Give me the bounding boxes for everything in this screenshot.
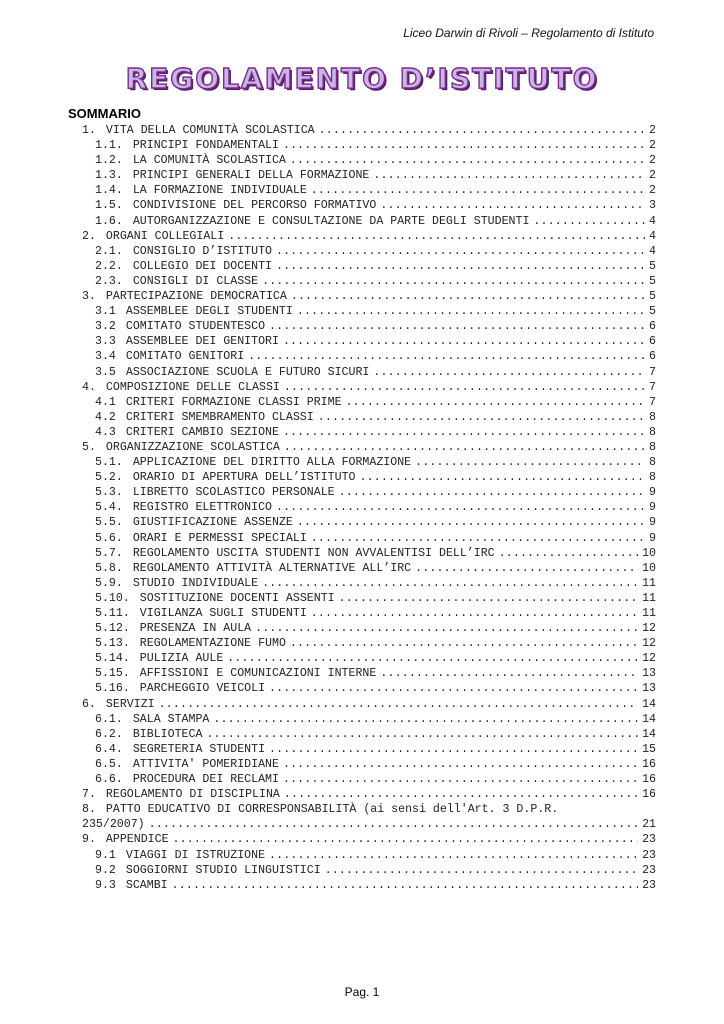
toc-entry-title: CRITERI CAMBIO SEZIONE [125, 425, 279, 439]
toc-entry-page: 14 [642, 712, 656, 726]
toc-entry-continuation[interactable] [82, 817, 656, 832]
toc-entry-page: 7 [649, 395, 656, 409]
toc-entry-number: 6.4. [95, 742, 123, 756]
toc-leader-dots [284, 380, 645, 395]
toc-entry-number: 3.5 [95, 365, 116, 379]
toc-leader-dots [149, 817, 638, 832]
toc-entry-page: 4 [649, 229, 656, 243]
toc-entry-number: 1.1. [95, 139, 123, 153]
toc-entry-page: 8 [649, 425, 656, 439]
toc-entry[interactable] [82, 259, 656, 274]
toc-leader-dots [262, 576, 638, 591]
toc-entry[interactable] [82, 365, 656, 380]
toc-entry-page: 2 [649, 139, 656, 153]
toc-leader-dots [255, 621, 638, 636]
toc-entry-title: CONSIGLIO D’ISTITUTO [132, 244, 272, 258]
toc-entry-title: LA COMUNITÀ SCOLASTICA [132, 154, 286, 168]
toc-leader-dots [297, 515, 645, 530]
toc-entry-title: ASSOCIAZIONE SCUOLA E FUTURO SICURI [125, 365, 370, 379]
toc-entry-number: 5.13. [95, 637, 130, 651]
toc-leader-dots [283, 757, 638, 772]
toc-entry-page: 2 [649, 124, 656, 137]
toc-entry-title: AUTORGANIZZAZIONE E CONSULTAZIONE DA PARTE DEGLI STUDENTI [132, 214, 530, 228]
toc-entry[interactable] [82, 153, 656, 168]
toc-entry[interactable] [82, 168, 656, 183]
toc-entry-title: COMPOSIZIONE DELLE CLASSI [105, 380, 280, 394]
toc-entry[interactable] [82, 349, 656, 364]
toc-entry-page: 3 [649, 199, 656, 213]
toc-entry[interactable] [82, 787, 656, 802]
toc-entry[interactable] [82, 546, 656, 561]
page-number-footer: Pag. 1 [344, 985, 380, 999]
toc-entry[interactable] [82, 138, 656, 153]
toc-entry[interactable] [82, 229, 656, 244]
toc-entry-page: 5 [649, 274, 656, 288]
toc-entry[interactable] [82, 742, 656, 757]
toc-entry-page: 5 [649, 305, 656, 319]
toc-entry[interactable] [82, 681, 656, 696]
toc-entry[interactable] [82, 123, 656, 138]
toc-entry-number: 5.6. [95, 531, 123, 545]
toc-entry-title: ATTIVITA' POMERIDIANE [132, 757, 279, 771]
toc-entry-number: 5.8. [95, 561, 123, 575]
toc-leader-dots [269, 681, 638, 696]
toc-entry-title: REGOLAMENTAZIONE FUMO [139, 637, 286, 651]
toc-entry-title: COMITATO STUDENTESCO [125, 320, 266, 334]
toc-entry-number: 8. [82, 803, 96, 817]
toc-leader-dots [173, 832, 639, 847]
toc-entry-number: 4. [82, 380, 96, 394]
toc-entry[interactable] [82, 772, 656, 787]
toc-entry-number: 7. [82, 788, 96, 802]
toc-leader-dots [311, 606, 638, 621]
toc-leader-dots [269, 319, 645, 334]
toc-entry[interactable] [82, 697, 656, 712]
toc-entry[interactable] [82, 878, 656, 893]
toc-entry-title: ORARIO DI APERTURA DELL’ISTITUTO [132, 471, 356, 485]
toc-entry-page: 2 [649, 169, 656, 183]
toc-entry-title: SOSTITUZIONE DOCENTI ASSENTI [139, 591, 335, 605]
toc-entry-number: 1. [82, 124, 96, 137]
toc-entry-title: SALA STAMPA [132, 712, 210, 726]
toc-leader-dots [228, 229, 645, 244]
toc-entry-number: 1.2. [95, 154, 123, 168]
toc-entry-title: PARCHEGGIO VEICOLI [139, 682, 266, 696]
toc-entry-title: CRITERI SMEMBRAMENTO CLASSI [125, 410, 314, 424]
toc-heading: SOMMARIO [68, 106, 141, 121]
toc-entry-page: 16 [642, 757, 656, 771]
toc-entry[interactable] [82, 636, 656, 651]
toc-entry-number: 2.1. [95, 244, 123, 258]
toc-entry-title: REGISTRO ELETTRONICO [132, 501, 272, 515]
toc-entry[interactable] [82, 561, 656, 576]
toc-entry[interactable] [82, 500, 656, 515]
toc-entry-number: 9.1 [95, 848, 116, 862]
running-header: Liceo Darwin di Rivoli – Regolamento di Istituto [403, 26, 654, 40]
toc-entry-number: 3.4 [95, 350, 116, 364]
toc-leader-dots [290, 636, 638, 651]
toc-entry-title: LIBRETTO SCOLASTICO PERSONALE [132, 486, 335, 500]
toc-leader-dots [339, 591, 638, 606]
toc-entry-page: 16 [642, 788, 656, 802]
toc-entry-title: APPENDICE [105, 833, 169, 847]
toc-leader-dots [283, 138, 645, 153]
toc-entry-page: 6 [649, 320, 656, 334]
toc-entry-number: 4.3 [95, 425, 116, 439]
toc-entry-title: CONDIVISIONE DEL PERCORSO FORMATIVO [132, 199, 377, 213]
toc-entry[interactable] [82, 470, 656, 485]
toc-entry-title: ASSEMBLEE DEGLI STUDENTI [125, 305, 293, 319]
toc-entry-title: REGOLAMENTO DI DISCIPLINA [105, 788, 280, 802]
toc-entry-page: 6 [649, 350, 656, 364]
toc-leader-dots [262, 274, 645, 289]
toc-entry-number: 1.3. [95, 169, 123, 183]
toc-entry-title: ORGANIZZAZIONE SCOLASTICA [105, 440, 280, 454]
toc-entry-number: 1.5. [95, 199, 123, 213]
toc-entry-page: 8 [649, 410, 656, 424]
toc-leader-dots [283, 334, 645, 349]
toc-leader-dots [283, 425, 645, 440]
toc-entry-title: PROCEDURA DEI RECLAMI [132, 773, 279, 787]
toc-leader-dots [291, 289, 645, 304]
toc-entry-title: ORARI E PERMESSI SPECIALI [132, 531, 307, 545]
toc-entry-page: 23 [642, 878, 656, 892]
toc-entry-number: 5.10. [95, 591, 130, 605]
toc-entry[interactable] [82, 606, 656, 621]
toc-entry-number: 3.1 [95, 305, 116, 319]
toc-leader-dots [318, 410, 645, 425]
toc-entry-title-continuation: 235/2007) [82, 818, 145, 832]
toc-entry-page: 8 [649, 471, 656, 485]
toc-entry-title: SEGRETERIA STUDENTI [132, 742, 266, 756]
toc-entry-title: COLLEGIO DEI DOCENTI [132, 259, 272, 273]
toc-entry[interactable] [82, 848, 656, 863]
toc-entry-page: 23 [642, 863, 656, 877]
toc-entry-page: 10 [642, 561, 656, 575]
toc-entry-number: 2.2. [95, 259, 123, 273]
toc-entry-page: 9 [649, 531, 656, 545]
toc-entry-page: 11 [642, 591, 656, 605]
toc-entry-number: 3. [82, 290, 96, 304]
toc-entry[interactable] [82, 863, 656, 878]
toc-entry[interactable] [82, 531, 656, 546]
toc-leader-dots [311, 183, 645, 198]
toc-leader-dots [284, 440, 645, 455]
toc-entry-page: 9 [649, 501, 656, 515]
toc-entry[interactable] [82, 651, 656, 666]
toc-entry-page: 12 [642, 637, 656, 651]
toc-leader-dots [415, 561, 638, 576]
toc-leader-dots [311, 531, 645, 546]
toc-entry-page: 21 [642, 818, 656, 832]
toc-entry-number: 9.2 [95, 863, 116, 877]
toc-entry-number: 1.4. [95, 184, 123, 198]
toc-entry-number: 5.3. [95, 486, 123, 500]
toc-entry[interactable] [82, 802, 656, 817]
toc-entry[interactable] [82, 757, 656, 772]
toc-entry-number: 5.7. [95, 546, 123, 560]
toc-leader-dots [325, 863, 638, 878]
toc-entry-number: 2. [82, 229, 96, 243]
toc-leader-dots [380, 198, 645, 213]
toc-entry-page: 14 [642, 727, 656, 741]
toc-entry[interactable] [82, 425, 656, 440]
toc-leader-dots [346, 395, 645, 410]
toc-entry-page: 14 [642, 697, 656, 711]
toc-entry[interactable] [82, 289, 656, 304]
toc-entry-title: LA FORMAZIONE INDIVIDUALE [132, 184, 307, 198]
toc-entry[interactable] [82, 319, 656, 334]
toc-entry-number: 9.3 [95, 878, 116, 892]
toc-entry-number: 5.11. [95, 607, 130, 620]
toc-leader-dots [206, 727, 638, 742]
toc-leader-dots [380, 666, 638, 681]
toc-entry[interactable] [82, 183, 656, 198]
toc-entry-number: 9. [82, 833, 96, 847]
toc-entry-title: COMITATO GENITORI [125, 350, 245, 364]
toc-entry-title: PARTECIPAZIONE DEMOCRATICA [105, 290, 287, 304]
toc-entry-page: 8 [649, 456, 656, 470]
toc-entry-page: 7 [649, 380, 656, 394]
toc-entry-title: GIUSTIFICAZIONE ASSENZE [132, 516, 293, 530]
toc-entry[interactable] [82, 334, 656, 349]
toc-entry-number: 5.1. [95, 456, 123, 470]
toc-entry-number: 5.16. [95, 682, 130, 696]
toc-entry-page: 12 [642, 652, 656, 666]
toc-leader-dots [499, 546, 638, 561]
toc-entry[interactable] [82, 274, 656, 289]
toc-entry-title: ORGANI COLLEGIALI [105, 229, 225, 243]
toc-entry-number: 4.1 [95, 395, 116, 409]
toc-leader-dots [172, 878, 638, 893]
toc-leader-dots [213, 712, 638, 727]
toc-entry-page: 11 [642, 576, 656, 590]
toc-entry-number: 5.9. [95, 576, 123, 590]
toc-leader-dots [283, 772, 638, 787]
toc-entry-number: 5.12. [95, 622, 130, 636]
toc-entry-number: 5.5. [95, 516, 123, 530]
toc-entry-page: 7 [649, 365, 656, 379]
table-of-contents [82, 123, 656, 893]
toc-entry-number: 6.2. [95, 727, 123, 741]
toc-entry[interactable] [82, 576, 656, 591]
toc-entry[interactable] [82, 591, 656, 606]
toc-entry-page: 13 [642, 682, 656, 696]
toc-entry-page: 12 [642, 622, 656, 636]
toc-entry-title: PRINCIPI GENERALI DELLA FORMAZIONE [132, 169, 370, 183]
toc-entry-title: SOGGIORNI STUDIO LINGUISTICI [125, 863, 321, 877]
toc-entry[interactable] [82, 621, 656, 636]
toc-entry-page: 8 [649, 440, 656, 454]
toc-leader-dots [297, 304, 645, 319]
toc-entry[interactable] [82, 832, 656, 847]
toc-entry-title: REGOLAMENTO USCITA STUDENTI NON AVVALENTISI DELL’IRC [132, 546, 495, 560]
toc-entry-page: 11 [642, 607, 656, 620]
toc-entry-title: PRINCIPI FONDAMENTALI [132, 139, 279, 153]
toc-entry[interactable] [82, 515, 656, 530]
toc-entry[interactable] [82, 198, 656, 213]
toc-entry[interactable] [82, 666, 656, 681]
toc-entry-title: PATTO EDUCATIVO DI CORRESPONSABILITÀ (ai sensi dell'Art. 3 D.P.R. [105, 803, 559, 817]
toc-entry-page: 10 [642, 546, 656, 560]
toc-leader-dots [248, 349, 645, 364]
toc-entry-page: 4 [649, 214, 656, 228]
toc-entry-title: VIGILANZA SUGLI STUDENTI [139, 607, 307, 620]
toc-leader-dots [159, 697, 638, 712]
toc-entry-title: AFFISSIONI E COMUNICAZIONI INTERNE [139, 667, 377, 681]
toc-entry-title: PRESENZA IN AULA [139, 622, 252, 636]
toc-leader-dots [533, 214, 645, 229]
toc-entry-title: VIAGGI DI ISTRUZIONE [125, 848, 266, 862]
toc-leader-dots [290, 153, 645, 168]
toc-entry-title: REGOLAMENTO ATTIVITÀ ALTERNATIVE ALL’IRC [132, 561, 412, 575]
toc-entry-number: 5.15. [95, 667, 130, 681]
toc-entry-number: 6.5. [95, 757, 123, 771]
toc-entry-number: 6. [82, 697, 96, 711]
toc-entry-number: 1.6. [95, 214, 123, 228]
toc-entry[interactable] [82, 455, 656, 470]
toc-entry-number: 3.2 [95, 320, 116, 334]
toc-leader-dots [284, 787, 638, 802]
toc-leader-dots [276, 259, 645, 274]
toc-leader-dots [227, 651, 638, 666]
toc-leader-dots [373, 365, 645, 380]
toc-leader-dots [319, 123, 645, 138]
toc-entry-title: CONSIGLI DI CLASSE [132, 274, 259, 288]
toc-entry-number: 6.1. [95, 712, 123, 726]
toc-entry-page: 23 [642, 833, 656, 847]
toc-entry-title: SCAMBI [125, 878, 168, 892]
toc-entry-title: APPLICAZIONE DEL DIRITTO ALLA FORMAZIONE [132, 456, 412, 470]
toc-entry[interactable] [82, 214, 656, 229]
toc-entry-number: 5.2. [95, 471, 123, 485]
toc-entry-page: 9 [649, 516, 656, 530]
toc-leader-dots [359, 470, 645, 485]
toc-entry-page: 6 [649, 335, 656, 349]
toc-entry-page: 5 [649, 290, 656, 304]
toc-entry-number: 5. [82, 440, 96, 454]
toc-entry-title: SERVIZI [105, 697, 155, 711]
toc-entry[interactable] [82, 395, 656, 410]
toc-entry-number: 6.6. [95, 773, 123, 787]
toc-entry-number: 3.3 [95, 335, 116, 349]
toc-entry-title: PULIZIA AULE [139, 652, 224, 666]
toc-entry[interactable] [82, 440, 656, 455]
toc-entry-title: BIBLIOTECA [132, 727, 203, 741]
toc-entry[interactable] [82, 485, 656, 500]
toc-entry-page: 5 [649, 259, 656, 273]
toc-leader-dots [276, 500, 645, 515]
toc-entry[interactable] [82, 727, 656, 742]
toc-entry-page: 2 [649, 184, 656, 198]
toc-leader-dots [373, 168, 645, 183]
toc-entry-title: ASSEMBLEE DEI GENITORI [125, 335, 279, 349]
toc-entry[interactable] [82, 380, 656, 395]
toc-entry[interactable] [82, 304, 656, 319]
toc-entry-page: 9 [649, 486, 656, 500]
toc-entry-page: 4 [649, 244, 656, 258]
toc-entry[interactable] [82, 244, 656, 259]
toc-leader-dots [276, 244, 645, 259]
toc-entry[interactable] [82, 712, 656, 727]
toc-leader-dots [415, 455, 645, 470]
toc-entry-number: 4.2 [95, 410, 116, 424]
toc-entry-title: CRITERI FORMAZIONE CLASSI PRIME [125, 395, 342, 409]
toc-entry-page: 16 [642, 773, 656, 787]
toc-entry-number: 5.14. [95, 652, 130, 666]
toc-entry-page: 2 [649, 154, 656, 168]
toc-entry-title: VITA DELLA COMUNITÀ SCOLASTICA [105, 124, 315, 137]
toc-leader-dots [269, 848, 638, 863]
toc-entry-page: 13 [642, 667, 656, 681]
toc-entry-number: 2.3. [95, 274, 123, 288]
document-title: REGOLAMENTO D’ISTITUTO [125, 62, 599, 95]
toc-entry-page: 23 [642, 848, 656, 862]
toc-leader-dots [269, 742, 638, 757]
toc-entry-page: 15 [642, 742, 656, 756]
toc-entry-title: STUDIO INDIVIDUALE [132, 576, 259, 590]
toc-leader-dots [339, 485, 645, 500]
toc-entry-number: 5.4. [95, 501, 123, 515]
toc-entry[interactable] [82, 410, 656, 425]
